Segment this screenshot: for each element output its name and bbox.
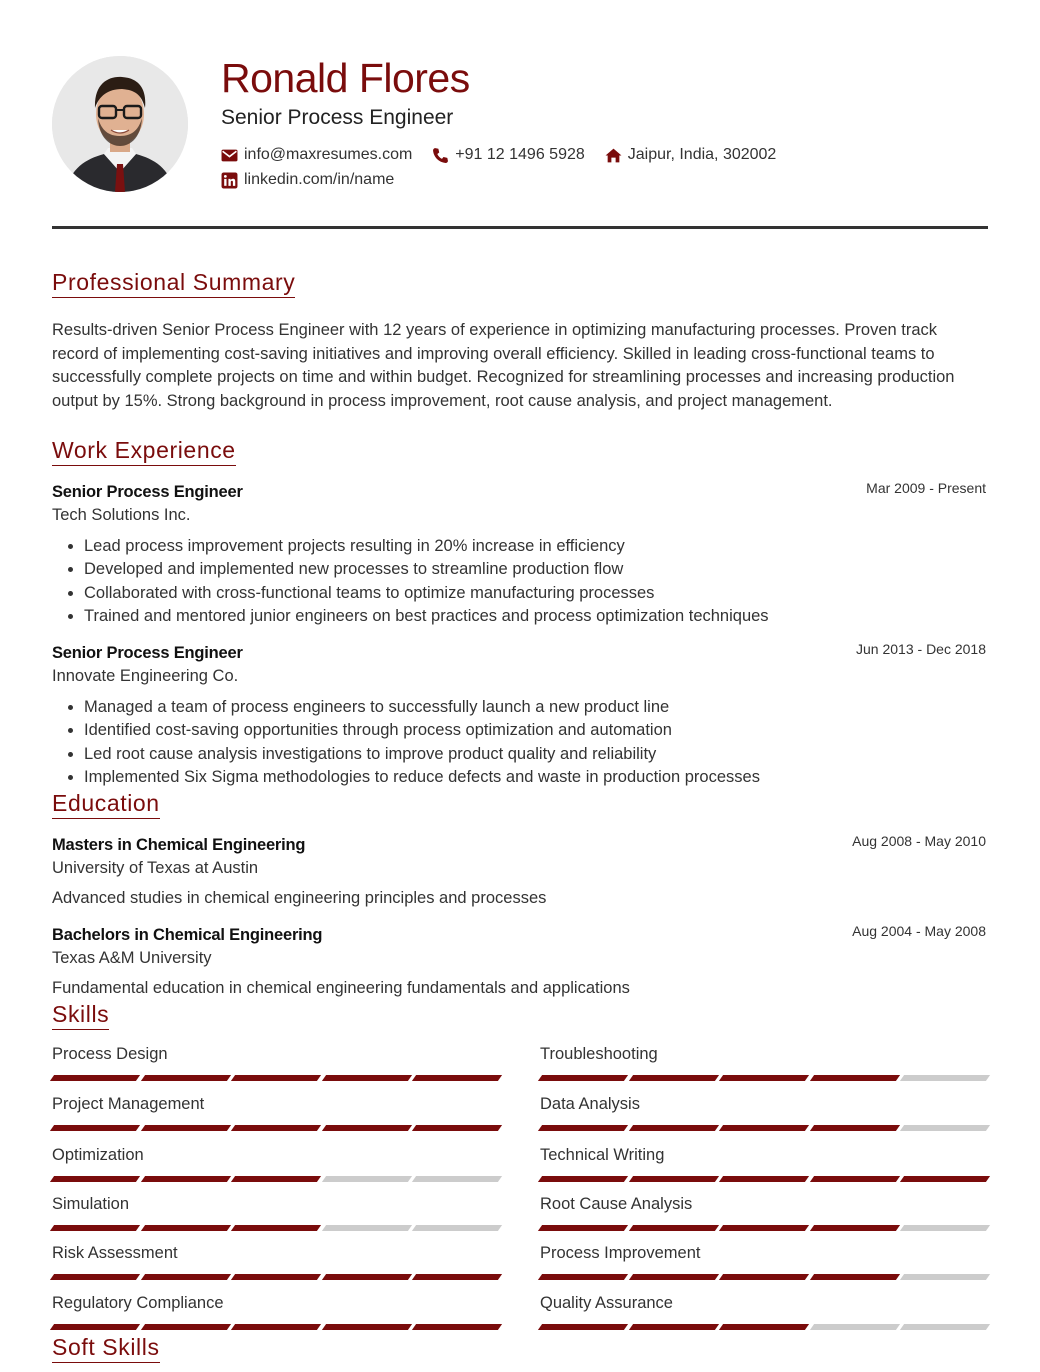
skill-level-segment-filled: [50, 1274, 140, 1280]
skill-level-segment-filled: [719, 1075, 809, 1081]
skill-name: Simulation: [52, 1195, 130, 1213]
skill-item: [52, 1146, 500, 1186]
experience-heading: Work Experience: [52, 436, 236, 466]
skill-level-segment-filled: [628, 1176, 718, 1182]
skill-level-bar: [540, 1176, 988, 1182]
school-name: University of Texas at Austin: [52, 859, 259, 877]
skill-level-segment-filled: [50, 1125, 140, 1131]
skill-item: [540, 1294, 988, 1334]
job-role: Senior Process Engineer: [52, 483, 243, 501]
skill-level-segment-empty: [412, 1176, 502, 1182]
skill-level-segment-filled: [140, 1176, 230, 1182]
skill-level-segment-empty: [900, 1075, 990, 1081]
location-text: Jaipur, India, 302002: [627, 146, 777, 163]
skill-name: Troubleshooting: [540, 1045, 658, 1063]
skill-level-segment-filled: [231, 1176, 321, 1182]
skill-level-segment-filled: [140, 1075, 230, 1081]
header-divider: [52, 226, 988, 229]
skill-level-segment-filled: [231, 1274, 321, 1280]
contact-location: [605, 145, 777, 165]
skill-level-segment-filled: [412, 1324, 502, 1330]
phone-icon: [432, 147, 449, 164]
job-bullet: • Led root cause analysis investigations to improve product quality and reliability: [84, 743, 760, 766]
skill-name: Process Improvement: [540, 1244, 701, 1262]
skill-level-segment-filled: [231, 1125, 321, 1131]
skill-level-segment-filled: [50, 1176, 140, 1182]
phone-text[interactable]: +91 12 1496 5928: [455, 146, 585, 163]
skill-level-segment-filled: [809, 1125, 899, 1131]
job-company: Innovate Engineering Co.: [52, 667, 239, 685]
skill-level-segment-filled: [140, 1274, 230, 1280]
skill-name: Process Design: [52, 1045, 168, 1063]
linkedin-text[interactable]: linkedin.com/in/name: [244, 171, 395, 188]
skill-level-bar: [540, 1324, 988, 1330]
skill-level-segment-empty: [809, 1324, 899, 1330]
skill-level-bar: [540, 1225, 988, 1231]
skill-name: Technical Writing: [540, 1146, 665, 1164]
skill-level-bar: [540, 1075, 988, 1081]
skill-item: [540, 1095, 988, 1135]
home-icon: [605, 147, 622, 164]
summary-text: Results-driven Senior Process Engineer with 12 years of experience in optimizing manufacturing processes. Proven track record of implementing cost-saving initiatives and improving overall efficiency. Skilled in leading cross-functional teams to successfully complete projects on time and within budget. Recognized for streamlining processes and increasing production output by 15%. Strong background in process improvement, root cause analysis, and project management.: [52, 321, 955, 410]
candidate-name: Ronald Flores: [221, 55, 470, 101]
skill-level-segment-filled: [321, 1125, 411, 1131]
skill-level-segment-filled: [321, 1324, 411, 1330]
skill-name: Project Management: [52, 1095, 205, 1113]
skill-level-segment-filled: [538, 1075, 628, 1081]
skill-level-bar: [52, 1225, 500, 1231]
skill-level-segment-filled: [719, 1176, 809, 1182]
skill-item: [52, 1244, 500, 1284]
skill-level-segment-empty: [412, 1225, 502, 1231]
skill-level-segment-filled: [719, 1125, 809, 1131]
skill-level-segment-filled: [538, 1125, 628, 1131]
skill-level-segment-empty: [900, 1225, 990, 1231]
skill-level-segment-empty: [900, 1324, 990, 1330]
skill-level-bar: [52, 1075, 500, 1081]
skill-level-segment-filled: [809, 1075, 899, 1081]
skill-level-segment-filled: [628, 1225, 718, 1231]
skill-level-segment-empty: [900, 1125, 990, 1131]
skill-item: [540, 1045, 988, 1085]
skill-item: [540, 1195, 988, 1235]
skill-level-segment-filled: [538, 1324, 628, 1330]
skill-name: Risk Assessment: [52, 1244, 178, 1262]
profile-photo: [52, 56, 188, 192]
contact-row: [221, 145, 796, 165]
skill-level-segment-filled: [538, 1274, 628, 1280]
envelope-icon: [221, 147, 238, 164]
contact-email[interactable]: [221, 145, 412, 165]
skill-level-segment-filled: [412, 1075, 502, 1081]
skill-level-bar: [52, 1324, 500, 1330]
skill-level-segment-filled: [231, 1075, 321, 1081]
skill-level-segment-filled: [140, 1225, 230, 1231]
skill-level-bar: [52, 1176, 500, 1182]
skill-level-segment-filled: [628, 1125, 718, 1131]
skill-level-segment-empty: [900, 1274, 990, 1280]
soft-skills-heading: Soft Skills: [52, 1333, 160, 1363]
skill-level-segment-filled: [719, 1225, 809, 1231]
skill-name: Data Analysis: [540, 1095, 640, 1113]
skill-level-segment-filled: [321, 1274, 411, 1280]
skill-level-segment-filled: [538, 1225, 628, 1231]
email-text[interactable]: info@maxresumes.com: [244, 146, 413, 163]
job-role: Senior Process Engineer: [52, 644, 243, 662]
skill-level-segment-filled: [628, 1274, 718, 1280]
skill-item: [540, 1146, 988, 1186]
skill-level-bar: [52, 1125, 500, 1131]
skill-level-segment-filled: [50, 1225, 140, 1231]
skill-item: [540, 1244, 988, 1284]
job-company: Tech Solutions Inc.: [52, 506, 191, 524]
skill-level-segment-filled: [628, 1075, 718, 1081]
candidate-title: Senior Process Engineer: [221, 106, 454, 129]
skill-level-segment-filled: [809, 1274, 899, 1280]
job-bullet: • Collaborated with cross-functional teams to optimize manufacturing processes: [84, 582, 769, 605]
education-description: Advanced studies in chemical engineering principles and processes: [52, 889, 547, 907]
skill-level-segment-filled: [231, 1225, 321, 1231]
school-name: Texas A&M University: [52, 949, 212, 967]
skill-level-segment-filled: [412, 1274, 502, 1280]
skill-level-segment-filled: [321, 1075, 411, 1081]
skill-level-bar: [540, 1125, 988, 1131]
skill-level-segment-filled: [412, 1125, 502, 1131]
job-bullets: [52, 696, 760, 789]
job-bullet: • Identified cost-saving opportunities through process optimization and automation: [84, 719, 760, 742]
contact-phone[interactable]: [432, 145, 584, 165]
skill-item: [52, 1045, 500, 1085]
skill-item: [52, 1095, 500, 1135]
job-dates: Mar 2009 - Present: [866, 480, 986, 496]
skill-level-segment-filled: [538, 1176, 628, 1182]
job-bullet: • Lead process improvement projects resulting in 20% increase in efficiency: [84, 535, 769, 558]
skill-level-segment-filled: [231, 1324, 321, 1330]
skill-name: Optimization: [52, 1146, 144, 1164]
contact-linkedin[interactable]: [221, 170, 394, 190]
job-dates: Jun 2013 - Dec 2018: [856, 641, 986, 657]
skill-level-segment-filled: [140, 1324, 230, 1330]
skill-level-segment-filled: [628, 1324, 718, 1330]
skill-level-segment-empty: [321, 1176, 411, 1182]
skill-level-segment-filled: [900, 1176, 990, 1182]
skill-level-segment-filled: [719, 1274, 809, 1280]
education-heading: Education: [52, 789, 160, 819]
contact-row-2: [221, 170, 414, 190]
skill-level-segment-empty: [321, 1225, 411, 1231]
degree-title: Bachelors in Chemical Engineering: [52, 926, 323, 944]
skill-level-bar: [540, 1274, 988, 1280]
job-bullet: • Implemented Six Sigma methodologies to reduce defects and waste in production processes: [84, 766, 760, 789]
job-bullet: • Managed a team of process engineers to successfully launch a new product line: [84, 696, 760, 719]
skill-level-bar: [52, 1274, 500, 1280]
skill-level-segment-filled: [50, 1075, 140, 1081]
linkedin-icon: [221, 172, 238, 189]
job-bullet: • Developed and implemented new processes to streamline production flow: [84, 558, 769, 581]
skill-name: Quality Assurance: [540, 1294, 673, 1312]
skill-item: [52, 1195, 500, 1235]
skill-level-segment-filled: [50, 1324, 140, 1330]
skill-level-segment-filled: [809, 1225, 899, 1231]
job-bullets: [52, 535, 769, 628]
summary-heading: Professional Summary: [52, 268, 295, 298]
education-description: Fundamental education in chemical engineering fundamentals and applications: [52, 979, 630, 997]
skills-heading: Skills: [52, 1000, 109, 1030]
education-dates: Aug 2008 - May 2010: [852, 833, 986, 849]
skill-level-segment-filled: [140, 1125, 230, 1131]
degree-title: Masters in Chemical Engineering: [52, 836, 306, 854]
skill-level-segment-filled: [809, 1176, 899, 1182]
skill-name: Regulatory Compliance: [52, 1294, 224, 1312]
education-dates: Aug 2004 - May 2008: [852, 923, 986, 939]
job-bullet: • Trained and mentored junior engineers on best practices and process optimization techniques: [84, 605, 769, 628]
skill-level-segment-filled: [719, 1324, 809, 1330]
resume-header: [52, 55, 988, 195]
skill-name: Root Cause Analysis: [540, 1195, 693, 1213]
skill-item: [52, 1294, 500, 1334]
